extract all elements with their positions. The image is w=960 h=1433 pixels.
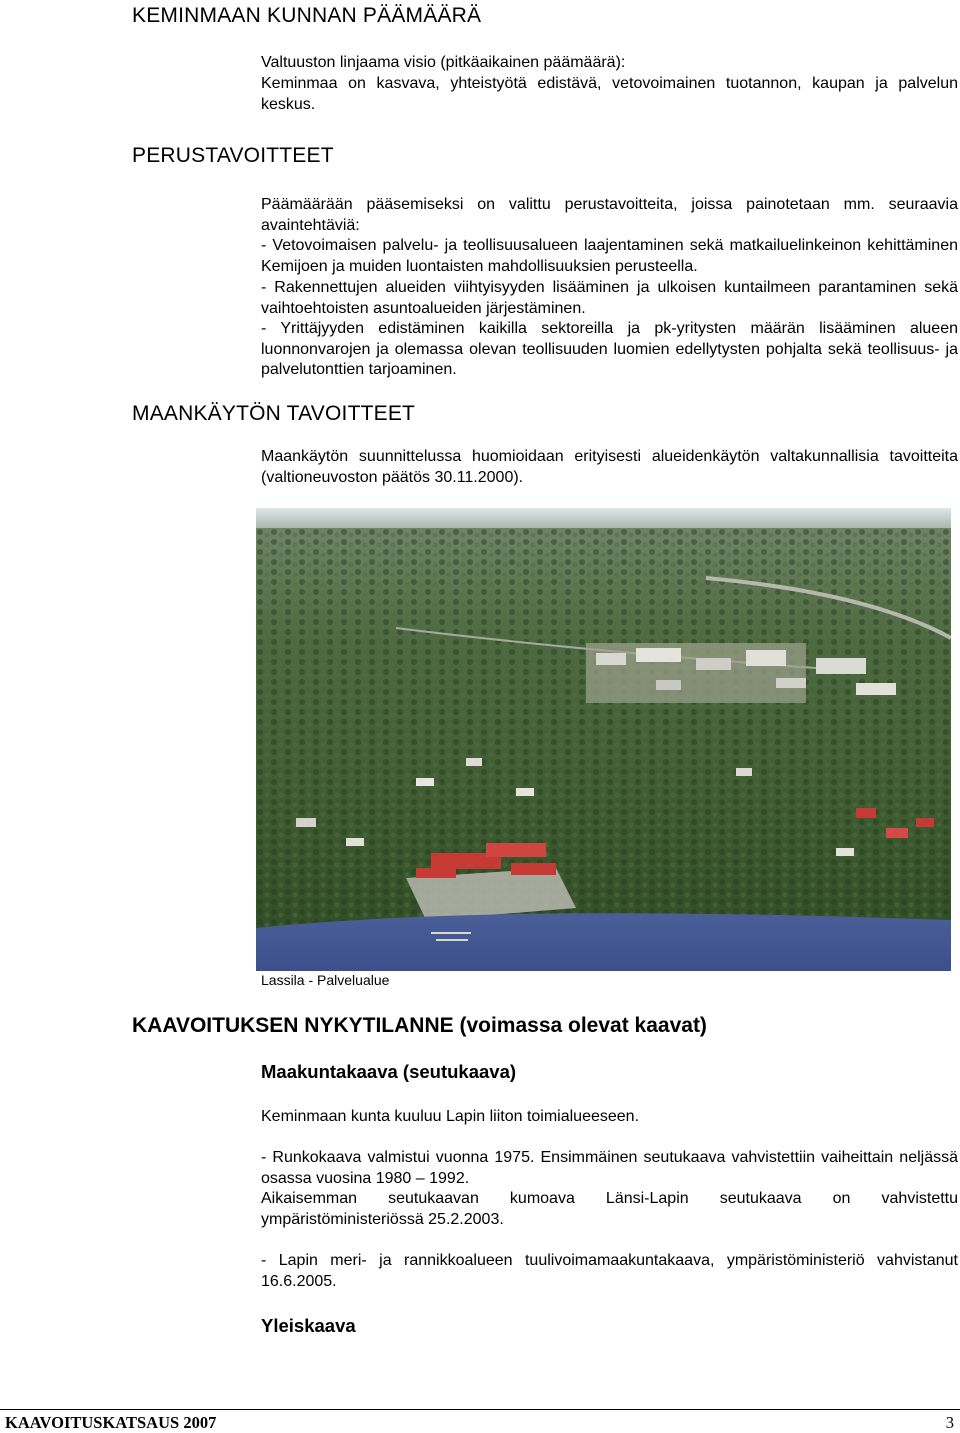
footer-title: KAAVOITUSKATSAUS 2007 [5,1413,217,1432]
subheading-yleiskaava: Yleiskaava [261,1315,356,1336]
perustavoitteet-intro: Päämäärään pääsemiseksi on valittu perustavoitteita, joissa painotetaan mm. seuraavia avaintehtäviä: [261,196,958,234]
kaavoitus-paragraph-1: Keminmaan kunta kuuluu Lapin liiton toimialueeseen. [261,1108,640,1125]
heading-maankaytto: MAANKÄYTÖN TAVOITTEET [132,402,416,425]
page-number: 3 [945,1413,954,1432]
kaavoitus-paragraph-2: - Runkokaava valmistui vuonna 1975. Ensimmäinen seutukaava vahvistettiin vaiheittain neljässä osassa vuosina 1980 – 1992. [261,1149,958,1187]
perustavoitteet-bullet-3: - Yrittäjyyden edistäminen kaikilla sektoreilla ja pk-yritysten määrän lisääminen alueen luonnonvarojen ja olemassa olevan teollisuuden luomien edellytysten pohjalta sekä teollisuus- ja palvelutonttien tarjoaminen. [261,320,958,378]
footer-rule [0,1409,960,1410]
heading-kaavoitus: KAAVOITUKSEN NYKYTILANNE (voimassa olevat kaavat) [132,1014,707,1037]
kaavoitus-paragraph-4: - Lapin meri- ja rannikkoalueen tuulivoimamaakuntakaava, ympäristöministeriö vahvistanut 16.6.2005. [261,1252,958,1290]
aerial-photo [256,508,951,971]
paamaara-paragraph: Keminmaa on kasvava, yhteistyötä edistävä, vetovoimainen tuotannon, kaupan ja palvelun keskus. [261,75,958,113]
heading-perustavoitteet: PERUSTAVOITTEET [132,144,334,167]
river [256,913,951,971]
subheading-maakuntakaava: Maakuntakaava (seutukaava) [261,1061,517,1082]
aerial-photo-illustration [256,508,951,971]
perustavoitteet-bullet-1: - Vetovoimaisen palvelu- ja teollisuusalueen laajentaminen sekä matkailuelinkeinon kehittäminen Kemijoen ja muiden luontaisten mahdollisuuksien perusteella. [261,237,958,275]
maankaytto-paragraph: Maankäytön suunnittelussa huomioidaan erityisesti alueidenkäytön valtakunnallisia tavoitteita (valtioneuvoston päätös 30.11.2000). [261,448,958,486]
perustavoitteet-bullet-2: - Rakennettujen alueiden viihtyisyyden lisääminen ja ulkoisen kuntailmeen parantaminen sekä vaihtoehtoisten asuntoalueiden järjestäminen. [261,279,958,317]
heading-paamaara: KEMINMAAN KUNNAN PÄÄMÄÄRÄ [132,4,482,27]
photo-caption: Lassila - Palvelualue [261,972,390,988]
paamaara-line1: Valtuuston linjaama visio (pitkäaikainen päämäärä): [261,54,626,71]
kaavoitus-paragraph-3: Aikaisemman seutukaavan kumoava Länsi-Lapin seutukaava on vahvistettu ympäristöministeriössä 25.2.2003. [261,1190,958,1228]
